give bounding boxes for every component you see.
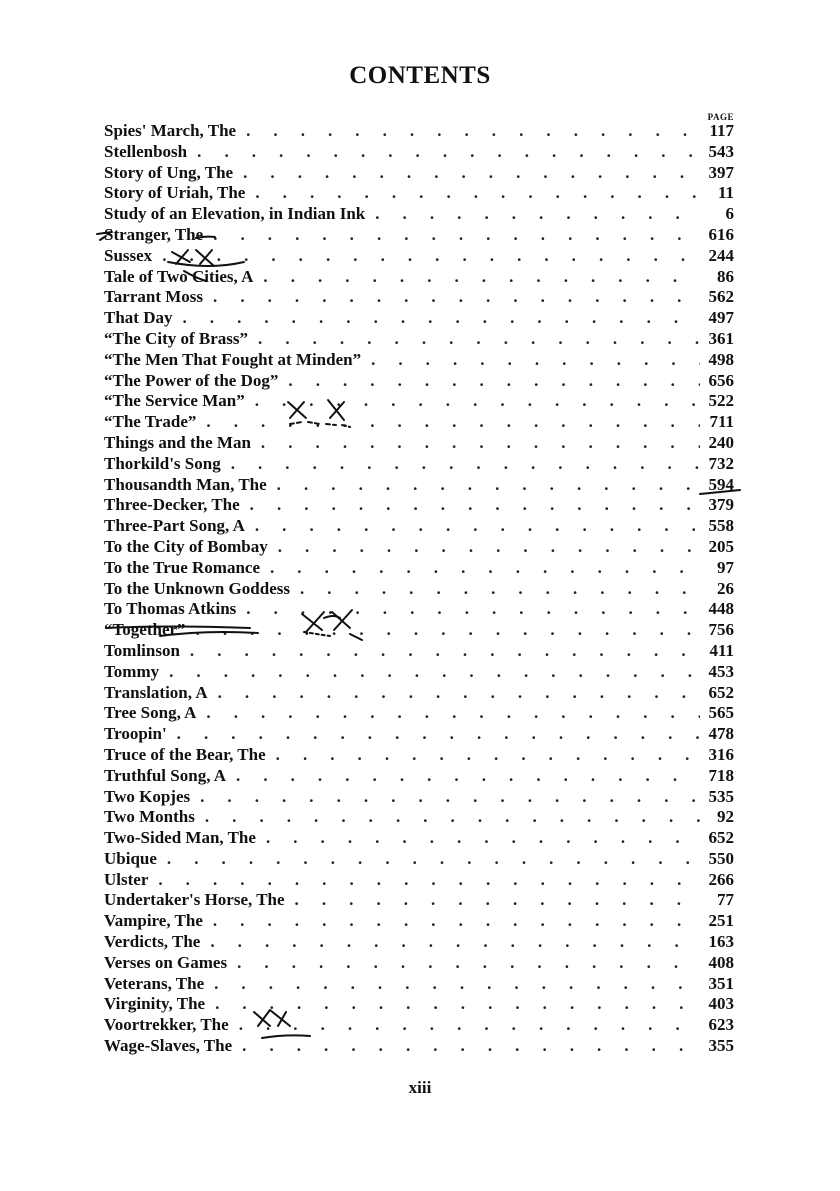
entry-title: To the City of Bombay (104, 536, 268, 556)
dot-leader (240, 121, 700, 142)
contents-entry (104, 142, 734, 163)
dot-leader (200, 703, 700, 724)
dot-leader (171, 724, 700, 745)
entry-page-number: 86 (717, 266, 734, 286)
entry-page-number: 535 (708, 786, 734, 806)
contents-entry (104, 267, 734, 288)
contents-entry (104, 953, 734, 974)
entry-title: Three-Decker, The (104, 495, 240, 515)
contents-entry (104, 828, 734, 849)
entry-page-number: 397 (708, 162, 734, 182)
contents-entry (104, 163, 734, 184)
entry-page-number: 594 (708, 474, 734, 494)
entry-title: Wage-Slaves, The (104, 1036, 233, 1056)
dot-leader (184, 641, 700, 662)
contents-entry (104, 371, 734, 392)
entry-page-number: 652 (708, 828, 734, 848)
dot-leader (199, 807, 700, 828)
entry-page-number: 562 (708, 287, 734, 307)
contents-entry (104, 766, 734, 787)
entry-title: To the True Romance (104, 557, 260, 577)
entry-title: Truce of the Bear, The (104, 744, 266, 764)
entry-title: Voortrekker, The (104, 1015, 229, 1035)
entry-title: Vampire, The (104, 911, 203, 931)
contents-entry (104, 787, 734, 808)
contents-entry (104, 870, 734, 891)
dot-leader (244, 495, 700, 516)
dot-leader (207, 225, 700, 246)
dot-leader (152, 870, 700, 891)
contents-entry (104, 454, 734, 475)
entry-page-number: 711 (709, 412, 734, 432)
contents-entry (104, 225, 734, 246)
entry-title: Story of Uriah, The (104, 183, 246, 203)
contents-list (104, 121, 734, 1057)
entry-page-number: 497 (708, 308, 734, 328)
dot-leader (200, 412, 700, 433)
dot-leader (271, 475, 700, 496)
dot-leader (282, 371, 700, 392)
entry-page-number: 251 (708, 911, 734, 931)
dot-leader (161, 849, 700, 870)
entry-title: Thousandth Man, The (104, 474, 267, 494)
entry-page-number: 550 (708, 848, 734, 868)
contents-entry (104, 350, 734, 371)
entry-title: Verdicts, The (104, 932, 201, 952)
contents-entry (104, 1036, 734, 1057)
contents-entry (104, 683, 734, 704)
entry-page-number: 77 (717, 890, 734, 910)
entry-page-number: 718 (708, 765, 734, 785)
dot-leader (237, 163, 700, 184)
entry-page-number: 623 (708, 1015, 734, 1035)
contents-entry (104, 391, 734, 412)
entry-title: That Day (104, 308, 173, 328)
entry-title: Sussex (104, 245, 153, 265)
entry-page-number: 379 (708, 495, 734, 515)
contents-entry (104, 183, 734, 204)
entry-page-number: 316 (708, 744, 734, 764)
contents-entry (104, 890, 734, 911)
entry-page-number: 565 (708, 703, 734, 723)
entry-title: Tomlinson (104, 640, 180, 660)
contents-entry (104, 433, 734, 454)
entry-title: Veterans, The (104, 973, 205, 993)
dot-leader (212, 683, 700, 704)
entry-page-number: 522 (708, 391, 734, 411)
entry-page-number: 244 (708, 245, 734, 265)
entry-title: Tommy (104, 661, 160, 681)
dot-leader (207, 911, 700, 932)
entry-title: Truthful Song, A (104, 765, 227, 785)
dot-leader (249, 183, 700, 204)
contents-entry (104, 745, 734, 766)
entry-page-number: 543 (708, 141, 734, 161)
entry-title: Virginity, The (104, 994, 206, 1014)
contents-entry (104, 807, 734, 828)
dot-leader (240, 599, 700, 620)
entry-page-number: 478 (708, 724, 734, 744)
entry-title: “Together” (104, 620, 186, 640)
contents-entry (104, 558, 734, 579)
entry-page-number: 616 (708, 224, 734, 244)
entry-title: Troopin' (104, 724, 167, 744)
contents-entry (104, 911, 734, 932)
dot-leader (231, 953, 700, 974)
contents-entry (104, 475, 734, 496)
contents-entry (104, 932, 734, 953)
dot-leader (270, 745, 700, 766)
entry-title: To Thomas Atkins (104, 599, 237, 619)
entry-page-number: 403 (708, 994, 734, 1014)
entry-title: Two Kopjes (104, 786, 191, 806)
entry-title: “The Power of the Dog” (104, 370, 279, 390)
entry-page-number: 756 (708, 620, 734, 640)
entry-page-number: 448 (708, 599, 734, 619)
entry-page-number: 266 (708, 869, 734, 889)
entry-title: Tarrant Moss (104, 287, 204, 307)
entry-title: Two-Sided Man, The (104, 828, 256, 848)
dot-leader (233, 1015, 700, 1036)
contents-entry (104, 724, 734, 745)
entry-page-number: 408 (708, 952, 734, 972)
contents-entry (104, 495, 734, 516)
entry-page-number: 11 (717, 183, 734, 203)
contents-entry (104, 974, 734, 995)
entry-page-number: 558 (708, 516, 734, 536)
entry-page-number: 6 (725, 204, 734, 224)
dot-leader (230, 766, 700, 787)
entry-title: “The City of Brass” (104, 328, 249, 348)
entry-page-number: 453 (708, 661, 734, 681)
entry-title: “The Trade” (104, 412, 197, 432)
entry-title: Thorkild's Song (104, 453, 221, 473)
dot-leader (163, 662, 700, 683)
entry-page-number: 205 (708, 536, 734, 556)
dot-leader (294, 579, 700, 600)
dot-leader (225, 454, 700, 475)
entry-title: Story of Ung, The (104, 162, 234, 182)
dot-leader (190, 620, 700, 641)
dot-leader (365, 350, 700, 371)
dot-leader (249, 516, 700, 537)
entry-title: “The Service Man” (104, 391, 245, 411)
contents-entry (104, 662, 734, 683)
contents-entry (104, 599, 734, 620)
contents-entry (104, 1015, 734, 1036)
page-number: xiii (408, 1078, 432, 1097)
entry-title: Ulster (104, 869, 149, 889)
dot-leader (255, 433, 700, 454)
entry-title: Ubique (104, 848, 157, 868)
contents-entry (104, 246, 734, 267)
entry-title: Undertaker's Horse, The (104, 890, 285, 910)
contents-entry (104, 703, 734, 724)
entry-page-number: 92 (717, 807, 734, 827)
contents-entry (104, 994, 734, 1015)
contents-entry (104, 641, 734, 662)
contents-entry (104, 579, 734, 600)
dot-leader (264, 558, 700, 579)
dot-leader (257, 267, 700, 288)
contents-entry (104, 412, 734, 433)
entry-page-number: 498 (708, 349, 734, 369)
entry-title: Translation, A (104, 682, 208, 702)
dot-leader (236, 1036, 700, 1057)
entry-title: Two Months (104, 807, 195, 827)
entry-title: To the Unknown Goddess (104, 578, 290, 598)
entry-title: Three-Part Song, A (104, 516, 245, 536)
entry-title: Things and the Man (104, 432, 251, 452)
entry-page-number: 240 (708, 432, 734, 452)
dot-leader (176, 308, 700, 329)
entry-page-number: 26 (717, 578, 734, 598)
entry-title: Study of an Elevation, in Indian Ink (104, 204, 366, 224)
entry-page-number: 411 (709, 640, 734, 660)
dot-leader (208, 974, 700, 995)
entry-title: Spies' March, The (104, 121, 237, 140)
entry-title: “The Men That Fought at Minden” (104, 349, 362, 369)
entry-title: Verses on Games (104, 952, 228, 972)
entry-page-number: 163 (708, 932, 734, 952)
contents-entry (104, 537, 734, 558)
entry-page-number: 355 (708, 1036, 734, 1056)
dot-leader (369, 204, 700, 225)
dot-leader (272, 537, 700, 558)
entry-page-number: 117 (709, 121, 734, 140)
dot-leader (260, 828, 700, 849)
dot-leader (249, 391, 700, 412)
page-title: CONTENTS (349, 62, 491, 89)
entry-page-number: 351 (708, 973, 734, 993)
page-column-label: PAGE (707, 112, 734, 122)
entry-title: Tree Song, A (104, 703, 197, 723)
entry-title: Tale of Two Cities, A (104, 266, 254, 286)
dot-leader (204, 932, 700, 953)
contents-entry (104, 329, 734, 350)
entry-title: Stranger, The (104, 224, 204, 244)
dot-leader (194, 787, 700, 808)
dot-leader (156, 246, 700, 267)
contents-entry (104, 849, 734, 870)
dot-leader (191, 142, 700, 163)
contents-entry (104, 620, 734, 641)
dot-leader (252, 329, 700, 350)
entry-page-number: 652 (708, 682, 734, 702)
entry-page-number: 97 (717, 557, 734, 577)
contents-entry (104, 204, 734, 225)
entry-page-number: 732 (708, 453, 734, 473)
contents-entry (104, 308, 734, 329)
dot-leader (209, 994, 700, 1015)
entry-page-number: 361 (708, 328, 734, 348)
contents-entry (104, 516, 734, 537)
contents-entry (104, 121, 734, 142)
entry-page-number: 656 (708, 370, 734, 390)
contents-entry (104, 287, 734, 308)
entry-title: Stellenbosh (104, 141, 188, 161)
dot-leader (207, 287, 700, 308)
dot-leader (289, 890, 700, 911)
